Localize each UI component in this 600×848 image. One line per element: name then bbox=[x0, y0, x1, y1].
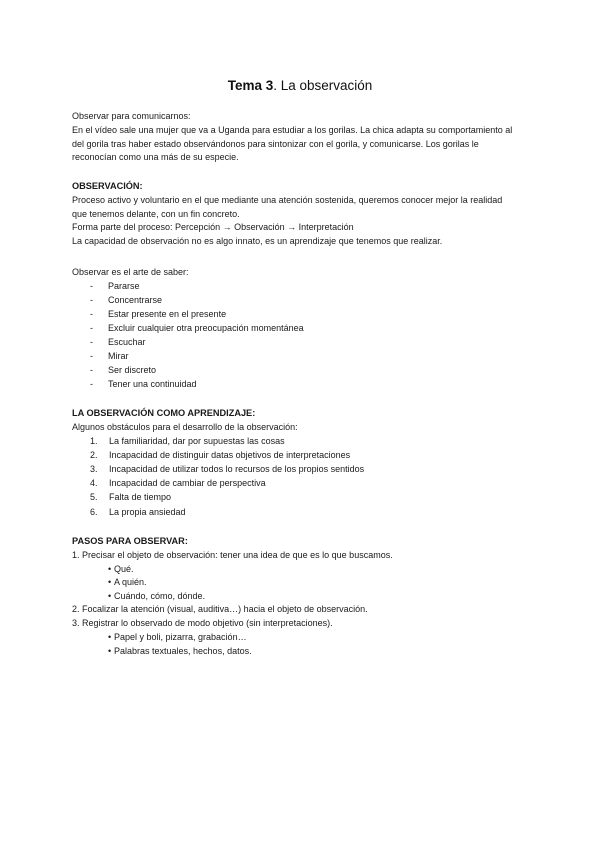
list-item bbox=[72, 350, 532, 364]
list-item-text: Incapacidad de distinguir datas objetivos de interpretaciones bbox=[109, 449, 351, 460]
list-item bbox=[72, 435, 532, 449]
dash-marker: - bbox=[90, 294, 93, 305]
dash-marker: - bbox=[90, 364, 93, 375]
pasos-section bbox=[72, 535, 532, 658]
list-number: 1. bbox=[90, 435, 98, 446]
list-item-text: Escuchar bbox=[108, 336, 146, 347]
list-item bbox=[72, 491, 532, 505]
dash-marker: - bbox=[90, 378, 93, 389]
title-rest: . La observación bbox=[273, 78, 373, 93]
arte-section bbox=[72, 266, 532, 392]
title-bold: Tema 3 bbox=[227, 78, 274, 93]
bullet-marker: • bbox=[108, 563, 112, 574]
dash-marker: - bbox=[90, 308, 93, 319]
list-item bbox=[72, 364, 532, 378]
bullet-marker: • bbox=[108, 645, 112, 656]
bullet-marker: • bbox=[108, 577, 112, 588]
list-item bbox=[72, 477, 532, 491]
list-item-text: Concentrarse bbox=[108, 294, 163, 305]
list-number: 4. bbox=[90, 478, 98, 489]
list-item bbox=[72, 576, 532, 590]
pasos-step: 3. Registrar lo observado de modo objetivo (sin interpretaciones). bbox=[72, 618, 333, 629]
pasos-heading: PASOS PARA OBSERVAR: bbox=[72, 536, 188, 546]
list-item bbox=[72, 322, 532, 336]
list-item-text: Ser discreto bbox=[108, 364, 157, 375]
list-item-text: Excluir cualquier otra preocupación momentánea bbox=[108, 322, 304, 333]
intro-line: reconocían como una más de su especie. bbox=[72, 152, 239, 163]
list-item bbox=[72, 378, 532, 392]
bullet-marker: • bbox=[108, 631, 112, 642]
list-item bbox=[72, 645, 532, 659]
list-item bbox=[72, 336, 532, 350]
list-number: 5. bbox=[90, 492, 98, 503]
page-title bbox=[0, 78, 600, 93]
pasos-step: 2. Focalizar la atención (visual, auditiva…) hacia el objeto de observación. bbox=[72, 604, 368, 615]
list-item bbox=[72, 590, 532, 604]
arte-list bbox=[72, 280, 532, 392]
observacion-line: Proceso activo y voluntario en el que mediante una atención sostenida, queremos conocer mejor la realidad bbox=[72, 194, 503, 205]
pasos-step: 1. Precisar el objeto de observación: tener una idea de que es lo que buscamos. bbox=[72, 549, 393, 560]
list-item-text: Pararse bbox=[108, 280, 140, 291]
dash-marker: - bbox=[90, 280, 93, 291]
list-item bbox=[72, 506, 532, 520]
observacion-section bbox=[72, 180, 532, 249]
arte-heading: Observar es el arte de saber: bbox=[72, 267, 189, 277]
observacion-line: Forma parte del proceso: Percepción → Observación → Interpretación bbox=[72, 222, 354, 233]
observacion-line: que tenemos delante, con un fin concreto. bbox=[72, 208, 240, 219]
aprendizaje-intro: Algunos obstáculos para el desarrollo de la observación: bbox=[72, 421, 298, 432]
list-item bbox=[72, 449, 532, 463]
list-item-text: Incapacidad de utilizar todos lo recursos de los propios sentidos bbox=[109, 463, 365, 474]
list-item-text: Cuándo, cómo, dónde. bbox=[114, 590, 206, 601]
dash-marker: - bbox=[90, 336, 93, 347]
step1-list bbox=[72, 563, 532, 604]
list-item bbox=[72, 280, 532, 294]
list-item bbox=[72, 563, 532, 577]
intro-line: del gorila tras haber estado observándonos para sintonizar con el gorila, y comunicarse. Los gorilas le bbox=[72, 138, 479, 149]
dash-marker: - bbox=[90, 350, 93, 361]
list-item-text: La familiaridad, dar por supuestas las cosas bbox=[109, 435, 285, 446]
dash-marker: - bbox=[90, 322, 93, 333]
list-item bbox=[72, 308, 532, 322]
aprendizaje-heading: LA OBSERVACIÓN COMO APRENDIZAJE: bbox=[72, 408, 256, 418]
list-item-text: La propia ansiedad bbox=[109, 506, 186, 517]
list-number: 2. bbox=[90, 449, 98, 460]
list-item-text: Tener una continuidad bbox=[108, 378, 197, 389]
obstaculos-list bbox=[72, 435, 532, 520]
observacion-line: La capacidad de observación no es algo innato, es un aprendizaje que tenemos que realizar. bbox=[72, 236, 443, 247]
list-item-text: Mirar bbox=[108, 350, 129, 361]
bullet-marker: • bbox=[108, 590, 112, 601]
aprendizaje-section bbox=[72, 407, 532, 520]
list-number: 6. bbox=[90, 506, 98, 517]
list-item-text: Falta de tiempo bbox=[109, 492, 172, 503]
intro-section bbox=[72, 110, 532, 165]
intro-heading: Observar para comunicarnos: bbox=[72, 111, 191, 121]
step3-list bbox=[72, 631, 532, 658]
list-item-text: Estar presente en el presente bbox=[108, 308, 227, 319]
list-item-text: A quién. bbox=[114, 577, 147, 588]
list-item bbox=[72, 463, 532, 477]
list-item-text: Palabras textuales, hechos, datos. bbox=[114, 645, 252, 656]
intro-line: En el vídeo sale una mujer que va a Uganda para estudiar a los gorilas. La chica adapta su comportamiento al bbox=[72, 124, 513, 135]
list-item-text: Qué. bbox=[114, 563, 134, 574]
list-item-text: Papel y boli, pizarra, grabación… bbox=[114, 631, 247, 642]
list-item-text: Incapacidad de cambiar de perspectiva bbox=[109, 478, 266, 489]
list-number: 3. bbox=[90, 463, 98, 474]
list-item bbox=[72, 294, 532, 308]
observacion-heading: OBSERVACIÓN: bbox=[72, 181, 143, 191]
list-item bbox=[72, 631, 532, 645]
